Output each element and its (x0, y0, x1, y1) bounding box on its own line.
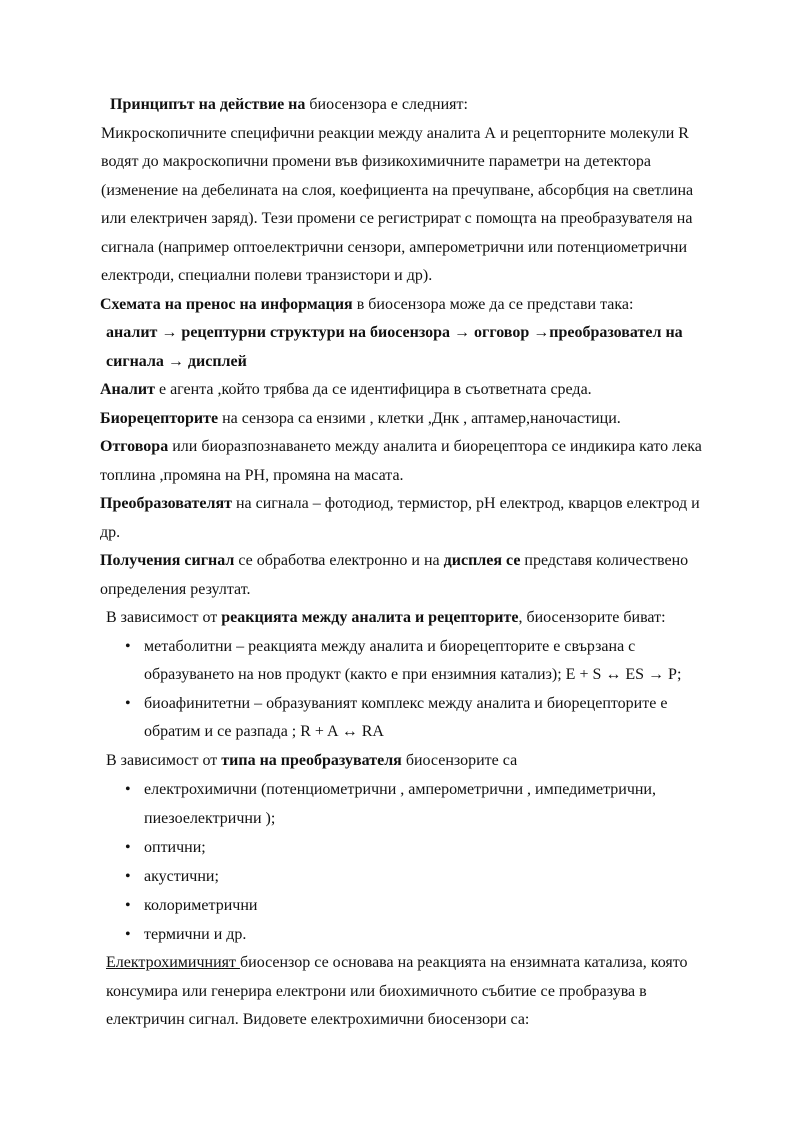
list-item-text (144, 633, 708, 690)
reaction-types-list (96, 633, 708, 747)
bullet-icon: • (125, 897, 131, 914)
bullet-icon: • (125, 839, 131, 856)
electrochemical-text: електрохимични (потенциометрични , амперометрични , импедиметрични, пиезоелектрични ); (144, 781, 656, 827)
response-definition: или биоразпознаването между аналита и биорецептора се индикира като лека топлина ,промяна на РН, промяна на масата. (100, 438, 702, 484)
list-item (96, 891, 708, 920)
signal-text-end: представя количествено определения резултат. (100, 552, 689, 598)
bioaffinity-text: биоафинитетни – образуваният комплекс между аналита и биорецепторите е обратим и се разпада ; R + A ↔ RA (144, 694, 668, 740)
by-transducer-pre: В зависимост от (106, 751, 222, 769)
optical-text: оптични; (144, 839, 206, 856)
thermal-text: термични и др. (144, 926, 247, 943)
acoustic-text: акустични; (144, 868, 219, 885)
electrochemical-definition: биосензор се основава на реакцията на ензимната катализа, която консумира или генерира електрони или биохимичното събитие се пробразува в електричин сигнал. Видовете електрохимични биосензори са: (106, 954, 688, 1028)
bullet-icon: • (125, 926, 131, 943)
paragraph-bioreceptors (96, 405, 708, 434)
bullet-icon: • (125, 637, 131, 655)
signal-term: Получения сигнал (100, 552, 235, 569)
bioreceptors-term: Биорецепторите (100, 409, 219, 427)
paragraph-by-transducer (96, 747, 708, 776)
list-item (96, 633, 708, 690)
bullet-icon: • (125, 868, 131, 885)
paragraph-info-scheme (96, 291, 708, 320)
by-reaction-pre: В зависимост от (106, 609, 222, 626)
bullet-icon: • (125, 781, 131, 798)
list-item (96, 920, 708, 949)
analyte-definition: е агента ,който трябва да се идентифицира в съответната среда. (154, 381, 592, 398)
scheme-chain-text: аналит → рецептурни структури на биосензора → огговор →преобразовател на сигнала → дисплей (106, 324, 683, 370)
paragraph-scheme-chain (96, 319, 708, 376)
paragraph-transducer (96, 490, 708, 547)
paragraph-by-reaction (96, 604, 708, 633)
list-item (96, 690, 708, 747)
principle-text: биосензора е следният: (305, 96, 468, 113)
transducer-definition: на сигнала – фотодиод, термистор, рН електрод, кварцов електрод и др. (100, 495, 700, 541)
list-item (96, 862, 708, 891)
paragraph-microscopic-reactions (96, 120, 708, 291)
transducer-term: Преобразователят (100, 495, 232, 512)
list-item-text (144, 690, 708, 747)
transducer-types-list (96, 775, 708, 949)
info-scheme-text: в биосензора може да се представи така: (352, 295, 634, 313)
by-reaction-bold: реакцията между аналита и рецепторите (221, 609, 519, 626)
paragraph-response (96, 433, 708, 490)
analyte-term: Аналит (100, 381, 155, 398)
metabolic-text: метаболитни – реакцията между аналита и биорецепторите е свързана с образуването на нов продукт (както е при ензимния катализ); E + S ↔ ES → P; (144, 637, 682, 683)
signal-text-mid: се обработва електронно и на (234, 552, 444, 569)
info-scheme-heading: Схемата на пренос на информация (100, 295, 353, 313)
by-reaction-rest: , биосензорите биват: (518, 609, 666, 626)
electrochemical-term: Електрохимичният (106, 954, 240, 971)
by-transducer-rest: биосензорите са (401, 751, 518, 769)
document-body (96, 91, 708, 1035)
microscopic-reactions-text: Микроскопичните специфични реакции между аналита А и рецепторните молекули R водят до макроскопични промени във физикохимичните параметри на детектора (изменение на дебелината на слоя, коефициента на пречупване, абсорбция на светлина или електричен заряд). Тези промени се регистрират с помощта на преобразувателя на сигнала (например оптоелектрични сензори, амперометрични или потенциометрични електроди, специални полеви транзистори и др). (101, 124, 694, 284)
colorimetric-text: колориметрични (144, 897, 258, 914)
by-transducer-bold: типа на преобразувателя (221, 751, 402, 769)
paragraph-electrochemical (96, 949, 708, 1035)
bullet-icon: • (125, 694, 131, 712)
paragraph-analyte (96, 376, 708, 405)
principle-heading: Принципът на действие на (110, 96, 306, 113)
paragraph-signal (96, 547, 708, 604)
response-term: Отговора (100, 438, 169, 455)
bioreceptors-definition: на сензора са ензими , клетки ,Днк , аптамер,наночастици. (218, 409, 621, 427)
list-item (96, 833, 708, 862)
paragraph-principle (96, 91, 708, 120)
display-term: дисплея се (443, 552, 521, 569)
list-item (96, 775, 708, 833)
